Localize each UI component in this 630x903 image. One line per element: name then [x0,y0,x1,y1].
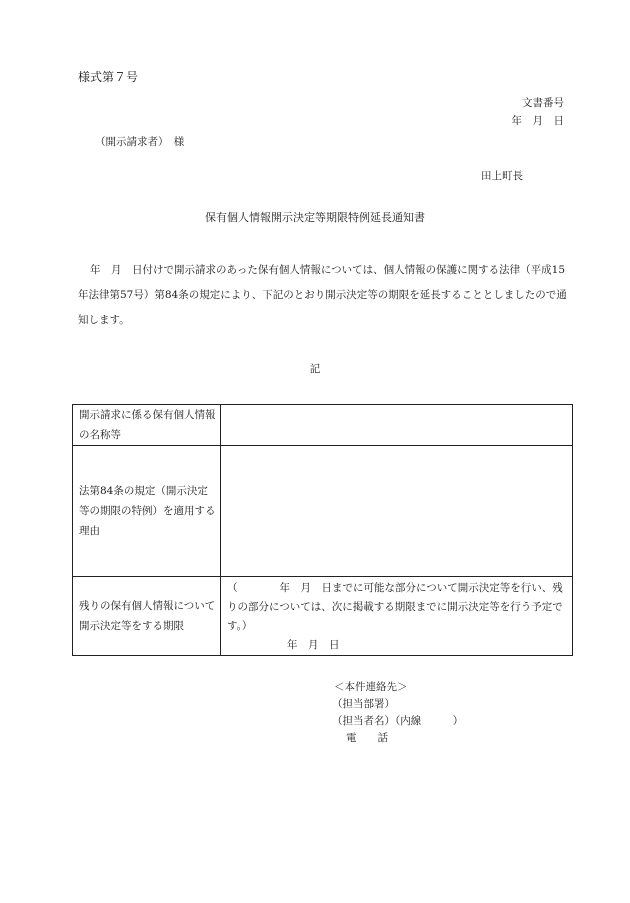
document-title: 保有個人情報開示決定等期限特例延長通知書 [205,211,425,224]
row-label-deadline: 残りの保有個人情報について開示決定等をする期限 [73,577,221,656]
contact-person: （担当者名）（内線 ） [332,715,464,727]
contact-block [332,679,463,747]
form-number: 様式第７号 [78,70,139,84]
table-row [73,446,573,577]
detail-table [72,404,573,656]
row-value-deadline [221,577,573,656]
table-row [73,405,573,446]
row-label-info-name: 開示請求に係る保有個人情報の名称等 [73,405,221,446]
ki-heading: 記 [309,363,321,375]
contact-department: （担当部署） [332,698,395,710]
deadline-date: 年 月 日 [287,639,340,651]
table-row [73,577,573,656]
body-paragraph [78,258,572,333]
body-paragraph-text: 年 月 日付けで開示請求のあった保有個人情報については、個人情報の保護に関する法律（平成15年法律第57号）第84条の規定により、下記のとおり開示決定等の期限を延長することとしましたので通知します。 [78,264,567,326]
sender: 田上町長 [481,170,523,182]
recipient: （開示請求者） 様 [95,136,185,148]
row-label-reason: 法第84条の規定（開示決定等の期限の特例）を適用する理由 [73,446,221,577]
document-number-label: 文書番号 [522,97,564,109]
row-value-reason [221,446,573,577]
row-value-info-name [221,405,573,446]
contact-phone: 電 話 [346,732,388,744]
document-date: 年 月 日 [511,115,564,127]
contact-heading: ＜本件連絡先＞ [334,681,408,693]
deadline-text: （ 年 月 日までに可能な部分について開示決定等を行い、残りの部分については、次に掲載する期限までに開示決定等を行う予定です。） [227,582,563,632]
